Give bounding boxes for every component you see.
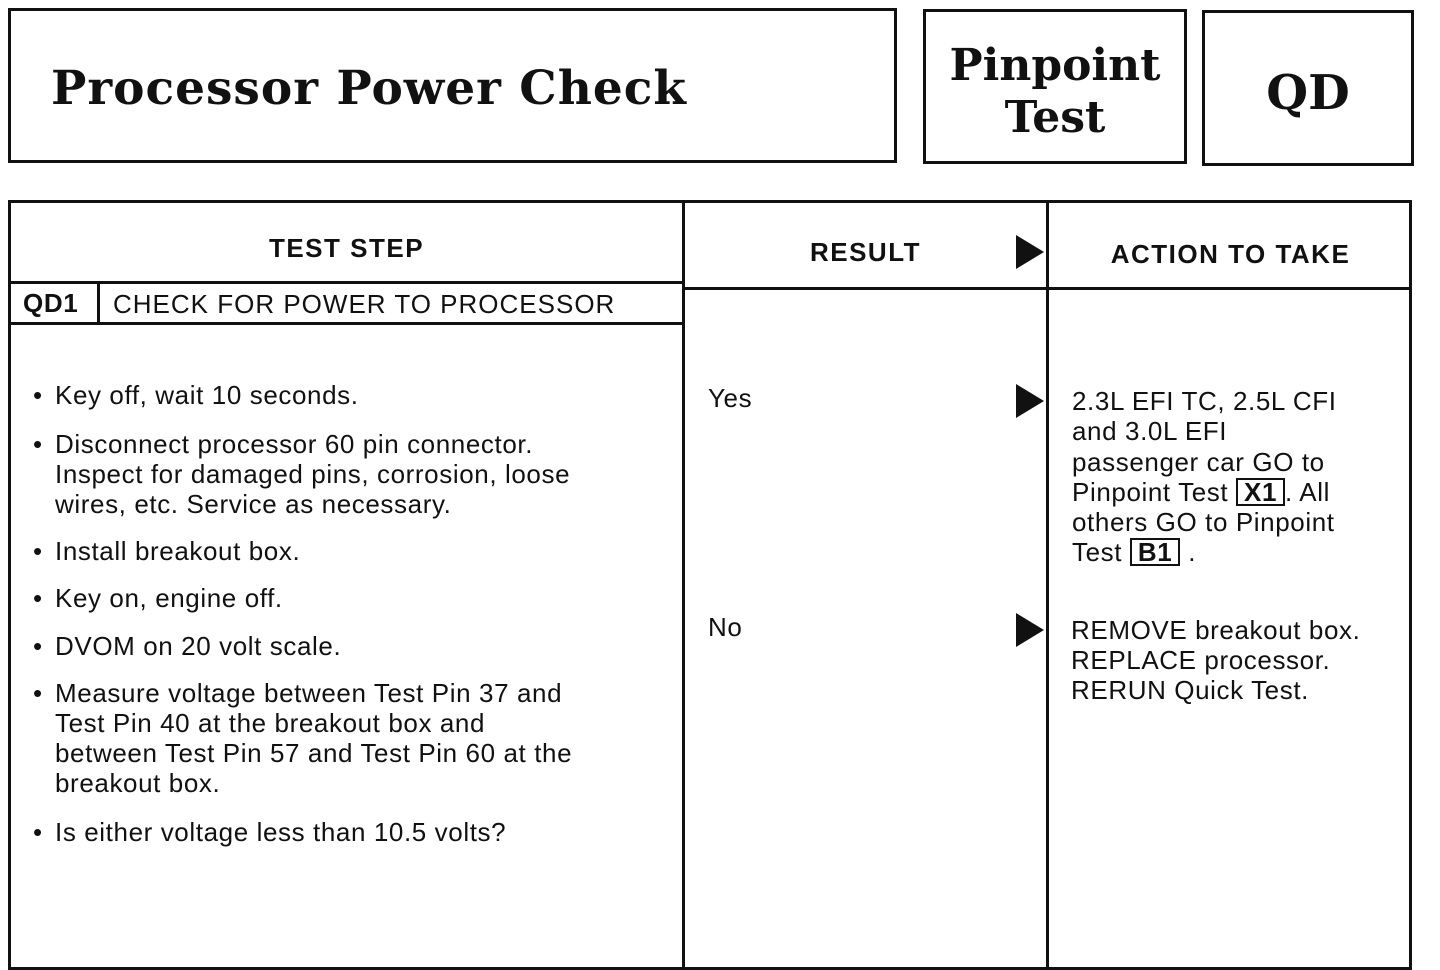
- page-title: Processor Power Check: [51, 61, 687, 116]
- bullet-icon: •: [33, 678, 43, 708]
- no-arrow-icon: [1016, 613, 1044, 647]
- title-box: [8, 8, 897, 163]
- result-no: No: [708, 612, 743, 642]
- step-line: DVOM on 20 volt scale.: [55, 631, 342, 661]
- pinpoint-line-1: Pinpoint: [949, 40, 1161, 91]
- step-line: Is either voltage less than 10.5 volts?: [55, 817, 507, 847]
- step-line: Disconnect processor 60 pin connector.: [55, 429, 534, 459]
- action-no-line: REPLACE processor.: [1071, 645, 1331, 675]
- pinpoint-table: [8, 200, 1412, 970]
- pinpoint-ref-x1: X1: [1236, 478, 1285, 506]
- step-line: Install breakout box.: [55, 536, 301, 566]
- step-title: CHECK FOR POWER TO PROCESSOR: [113, 289, 616, 319]
- result-arrow-icon: [1016, 235, 1044, 269]
- step-line: between Test Pin 57 and Test Pin 60 at the: [55, 738, 573, 768]
- action-text: . All: [1285, 477, 1330, 507]
- action-yes-line: 2.3L EFI TC, 2.5L CFI: [1072, 386, 1337, 416]
- action-text: .: [1188, 537, 1197, 567]
- step-line: Key off, wait 10 seconds.: [55, 380, 359, 410]
- bullet-icon: •: [33, 583, 43, 613]
- column-divider: [1046, 203, 1049, 967]
- step-line: wires, etc. Service as necessary.: [55, 489, 452, 519]
- bullet-icon: •: [33, 817, 43, 847]
- step-id: QD1: [23, 288, 79, 318]
- action-no-line: RERUN Quick Test.: [1071, 675, 1309, 705]
- action-yes-line: and 3.0L EFI: [1072, 416, 1228, 446]
- action-text: Test: [1072, 537, 1123, 567]
- action-yes-line: [1072, 537, 1196, 567]
- step-line: Inspect for damaged pins, corrosion, loose: [55, 459, 571, 489]
- header-result: RESULT: [809, 237, 922, 267]
- result-yes: Yes: [708, 383, 753, 413]
- step-id-divider: [97, 281, 100, 323]
- test-code: QD: [1266, 65, 1350, 121]
- pinpoint-test-label: [926, 40, 1184, 144]
- bullet-icon: •: [33, 631, 43, 661]
- step-line: Measure voltage between Test Pin 37 and: [55, 678, 563, 708]
- header-divider: [11, 281, 685, 284]
- step-line: Key on, engine off.: [55, 583, 283, 613]
- action-text: Pinpoint Test: [1072, 477, 1229, 507]
- yes-arrow-icon: [1016, 384, 1044, 418]
- pinpoint-test-box: [923, 9, 1187, 164]
- header-divider: [685, 287, 1412, 290]
- step-row-divider: [11, 322, 685, 325]
- action-yes-line: [1072, 477, 1330, 507]
- bullet-icon: •: [33, 536, 43, 566]
- step-line: Test Pin 40 at the breakout box and: [55, 708, 486, 738]
- bullet-icon: •: [33, 380, 43, 410]
- step-line: breakout box.: [55, 768, 221, 798]
- header-action: ACTION TO TAKE: [1110, 239, 1351, 269]
- pinpoint-line-2: Test: [1004, 92, 1106, 143]
- test-code-box: [1202, 10, 1414, 166]
- pinpoint-ref-b1: B1: [1130, 538, 1180, 566]
- bullet-icon: •: [33, 429, 43, 459]
- header-test-step: TEST STEP: [268, 233, 425, 263]
- action-yes-line: others GO to Pinpoint: [1072, 507, 1335, 537]
- action-no-line: REMOVE breakout box.: [1071, 615, 1361, 645]
- action-yes-line: passenger car GO to: [1072, 447, 1325, 477]
- column-divider: [682, 203, 685, 967]
